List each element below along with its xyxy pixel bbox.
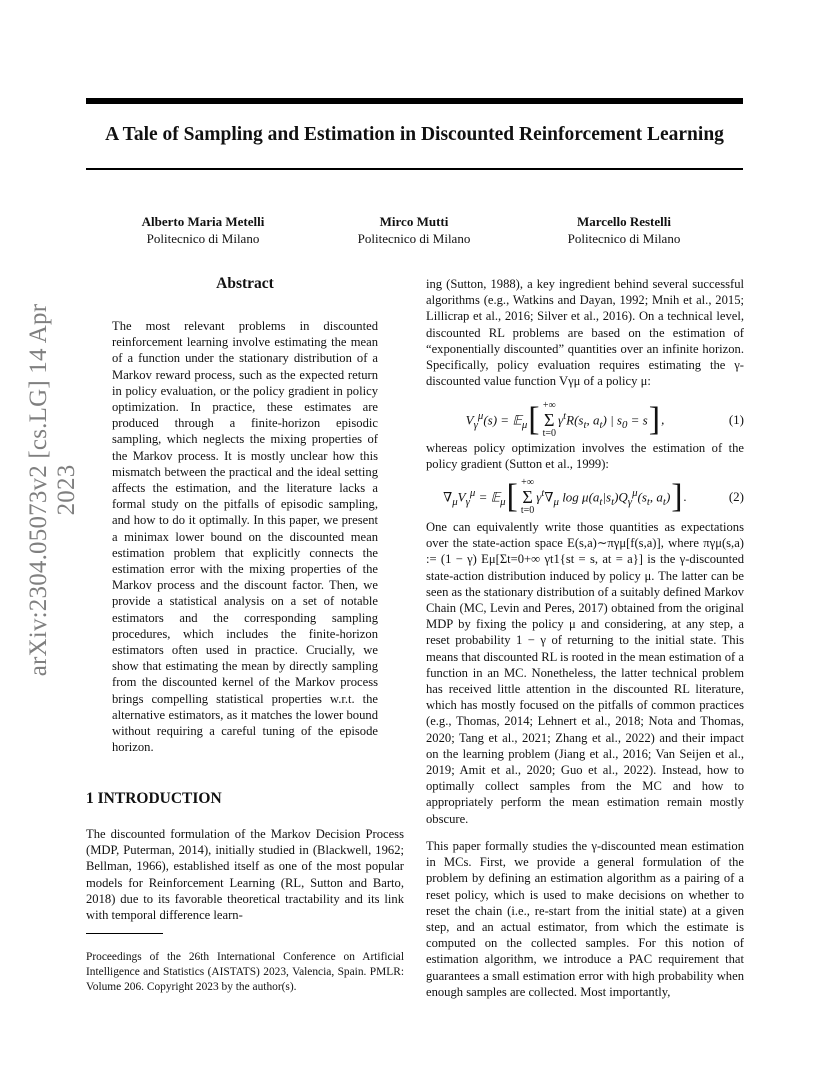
equation-1-number: (1) (728, 412, 744, 427)
right-paragraph-3: One can equivalently write those quantities as expectations over the state-action space E(s,a)∼πγμ[f(s,a)], where πγμ(s,a) := (1 − γ) Eμ[Σt=0+∞ γt1{st = s, at = a}] is the γ-discounted state-action distribution induced by policy μ. The latter can be seen as the stationary distribution of a suitably defined Markov Chain (MC, Levin and Peres, 2017) obtained from the original MDP by fixing the policy μ and considering, at any step, a reset probability 1 − γ of returning to the initial state. This means that discounted RL is rooted in the mean estimation of a function in an MC. Nonetheless, the latter technical problem has received little attention in the discounted RL literature, which has mostly focused on the pitfalls of common practices (e.g., Thomas, 2014; Lehnert et al., 2018; Nota and Thomas, 2020; Tang et al., 2021; Zhang et al., 2022) and their impact on the learning problem (Jiang et al., 2016; Van Seijen et al., 2019; Amit et al., 2020; Guo et al., 2022). Instead, how to optimally collect samples from the MC and how to appropriately perform the mean estimation remain mostly obscure. (426, 520, 744, 826)
intro-paragraph: The discounted formulation of the Markov Decision Process (MDP, Puterman, 2014), initially studied in (Blackwell, 1962; Bellman, 1966), established itself as one of the most popular models for Reinforcement Learning (RL, Sutton and Barto, 2018) due to its favorable theoretical tractability and its link with temporal difference learn- (86, 827, 404, 923)
abstract-text: The most relevant problems in discounted reinforcement learning involve estimating the mean of a function under the stationary distribution of a Markov reward process, such as the expected return in policy evaluation, or the policy gradient in policy optimization. In practice, these estimates are produced through a finite-horizon episodic sampling, which neglects the mixing properties of the Markov process. It is mostly unclear how this mismatch between the practical and the ideal setting affects the estimation, and the literature lacks a formal study on the pitfalls of episodic sampling, and how to do it optimally. In this paper, we present a minimax lower bound on the discounted mean estimation problem that explicitly connects the estimation error with the mixing properties of the Markov process and the discount factor. Then, we provide a statistical analysis on a set of notable estimators and the corresponding sampling procedures, which includes the finite-horizon estimators often used in practice. Crucially, we show that estimating the mean by directly sampling from the discounted kernel of the Markov process brings compelling statistical properties w.r.t. the alternative estimators, as it matches the lower bound without requiring a careful tuning of the episode horizon. (112, 319, 378, 755)
equation-1-body: $V_\gamma^\mu(s)$ = 𝔼$_\mu$ [ +∞ Σ t=0 $\gamma^tR(s_t$, $a_t$) | $s_0 = s$ ] , (465, 400, 665, 439)
paper-title: A Tale of Sampling and Estimation in Discounted Reinforcement Learning (105, 124, 724, 145)
footnote-rule (86, 933, 163, 934)
right-paragraph-4: This paper formally studies the γ-discounted mean estimation in MCs. First, we provide a general formulation of the problem by defining an estimation algorithm as a pairing of a reset policy, which is used to make decisions on whether to reset the chain (i.e., re-start from the initial state) at a given step, and an actual estimator, from which the estimate is computed on the collected samples. For this notion of estimation algorithm, we introduce a PAC requirement that guarantees a small estimation error with high probability when enough samples are collected. Most importantly, (426, 839, 744, 999)
right-paragraph-2: whereas policy optimization involves the estimation of the policy gradient (Sutton et al., 1999): (426, 441, 744, 472)
author-affiliation: Politecnico di Milano (357, 231, 471, 246)
title-rule-bottom (86, 168, 743, 170)
author-block (524, 213, 724, 247)
author-name: Marcello Restelli (577, 214, 671, 229)
arxiv-identifier: arXiv:2304.05073v2 [cs.LG] 14 Apr 2023 (25, 303, 80, 677)
abstract-heading: Abstract (216, 275, 274, 292)
equation-2-number: (2) (728, 489, 744, 504)
equation-2-body: $\nabla_\mu V_\gamma^\mu$ = 𝔼$_\mu$ [ +∞ Σ t=0 $\gamma^t\nabla_\mu$ $\log \mu(a_t|s_t)Q_\gamma^\mu(s_t$, $a_t$) ] . (443, 477, 687, 516)
author-name: Mirco Mutti (379, 214, 449, 229)
equation-1 (426, 395, 744, 445)
author-block (103, 213, 303, 247)
right-paragraph-1: ing (Sutton, 1988), a key ingredient behind several successful algorithms (e.g., Watkins and Dayan, 1992; Mnih et al., 2015; Lillicrap et al., 2016; Silver et al., 2016). On a technical level, discounted RL problems are based on the estimation of “exponentially discounted” quantities over an infinite horizon. Specifically, policy evaluation requires estimating the γ-discounted value function Vγμ of a policy μ: (426, 277, 744, 389)
equation-2 (426, 472, 744, 522)
author-name: Alberto Maria Metelli (141, 214, 265, 229)
author-affiliation: Politecnico di Milano (567, 231, 681, 246)
title-rule-top (86, 98, 743, 104)
section-heading-introduction: 1 INTRODUCTION (86, 790, 222, 807)
author-affiliation: Politecnico di Milano (146, 231, 260, 246)
author-block (314, 213, 514, 247)
footnote: Proceedings of the 26th International Conference on Artificial Intelligence and Statistics (AISTATS) 2023, Valencia, Spain. PMLR: Volume 206. Copyright 2023 by the author(s). (86, 951, 404, 993)
